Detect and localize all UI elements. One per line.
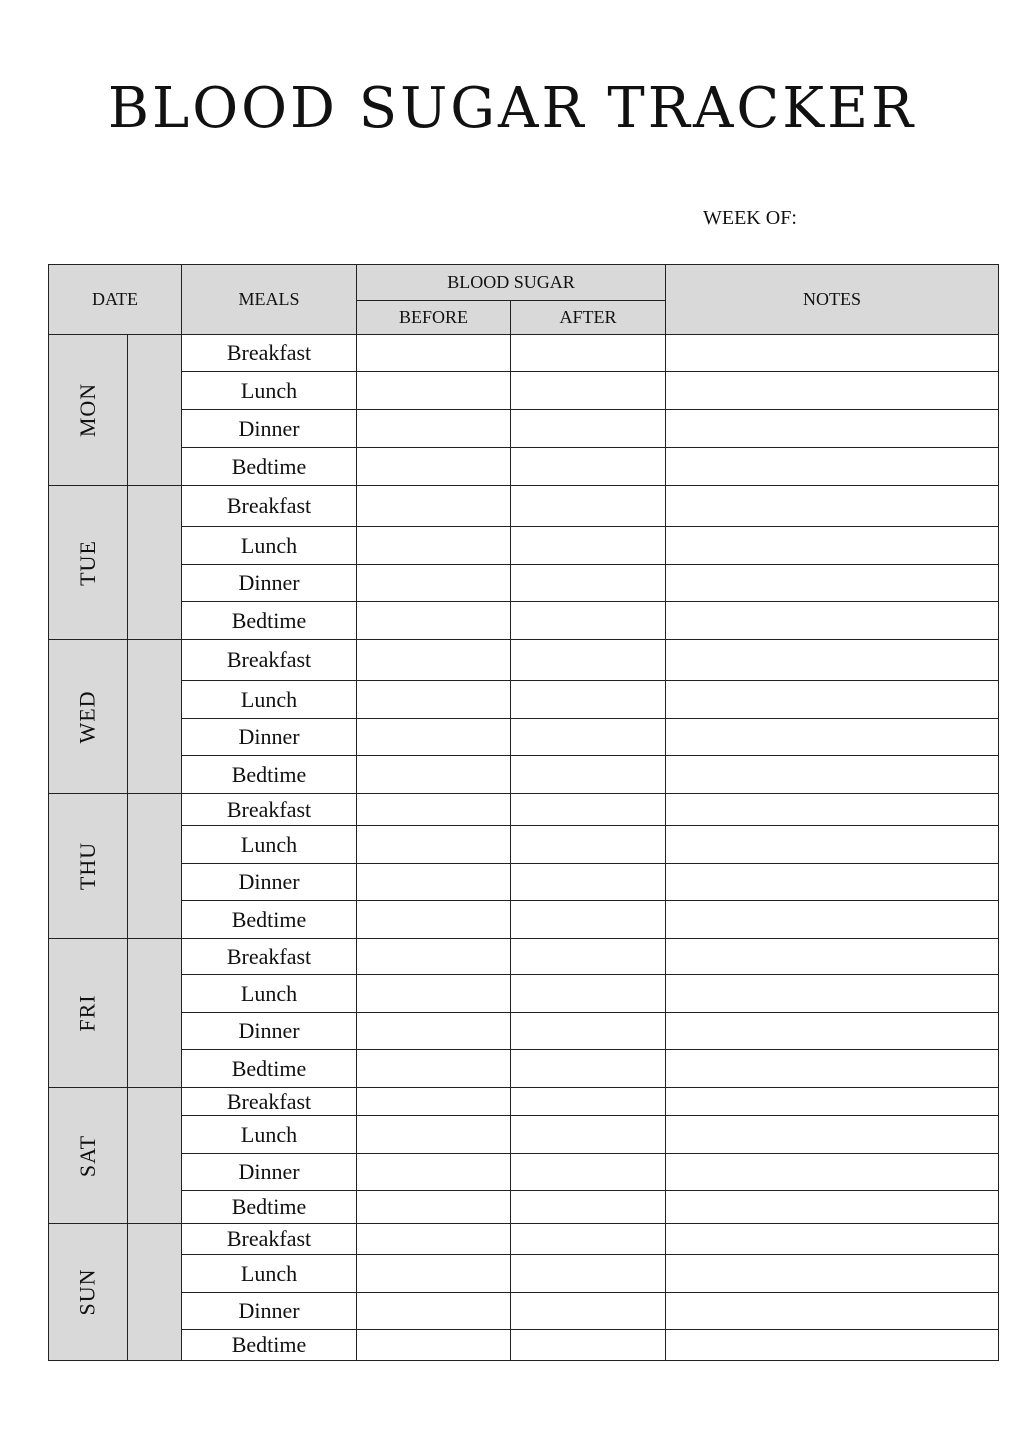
before-entry-cell[interactable] (357, 1088, 511, 1116)
notes-entry-cell[interactable] (666, 640, 999, 681)
notes-entry-cell[interactable] (666, 335, 999, 372)
before-entry-cell[interactable] (357, 681, 511, 719)
notes-entry-cell[interactable] (666, 681, 999, 719)
meal-label: Dinner (182, 1154, 357, 1191)
before-entry-cell[interactable] (357, 1293, 511, 1330)
day-cell-wed (49, 640, 128, 794)
before-entry-cell[interactable] (357, 448, 511, 486)
before-entry-cell[interactable] (357, 939, 511, 975)
before-entry-cell[interactable] (357, 565, 511, 602)
table-row (49, 1224, 999, 1255)
after-entry-cell[interactable] (511, 640, 666, 681)
notes-header: NOTES (666, 265, 999, 335)
meal-label: Lunch (182, 372, 357, 410)
before-entry-cell[interactable] (357, 794, 511, 826)
meal-label: Bedtime (182, 1191, 357, 1224)
before-entry-cell[interactable] (357, 1330, 511, 1361)
meal-label: Lunch (182, 1255, 357, 1293)
meal-label: Lunch (182, 826, 357, 864)
notes-entry-cell[interactable] (666, 1224, 999, 1255)
date-header: DATE (49, 265, 182, 335)
before-entry-cell[interactable] (357, 410, 511, 448)
after-entry-cell[interactable] (511, 448, 666, 486)
meal-label: Breakfast (182, 1224, 357, 1255)
table-row (49, 1088, 999, 1116)
meal-label: Dinner (182, 565, 357, 602)
table-row (49, 719, 999, 756)
before-entry-cell[interactable] (357, 335, 511, 372)
notes-entry-cell[interactable] (666, 1255, 999, 1293)
meal-label: Breakfast (182, 1088, 357, 1116)
after-entry-cell[interactable] (511, 1013, 666, 1050)
before-entry-cell[interactable] (357, 1154, 511, 1191)
before-entry-cell[interactable] (357, 372, 511, 410)
meal-label: Lunch (182, 975, 357, 1013)
meals-header: MEALS (182, 265, 357, 335)
day-cell-sun (49, 1224, 128, 1361)
meal-label: Bedtime (182, 756, 357, 794)
before-entry-cell[interactable] (357, 826, 511, 864)
notes-entry-cell[interactable] (666, 448, 999, 486)
table-row (49, 1330, 999, 1361)
notes-entry-cell[interactable] (666, 826, 999, 864)
before-entry-cell[interactable] (357, 864, 511, 901)
table-row (49, 826, 999, 864)
week-of-label: WEEK OF: (703, 207, 797, 229)
date-entry-box[interactable] (128, 794, 182, 939)
day-cell-fri (49, 939, 128, 1088)
before-entry-cell[interactable] (357, 756, 511, 794)
meal-label: Dinner (182, 410, 357, 448)
notes-entry-cell[interactable] (666, 719, 999, 756)
notes-entry-cell[interactable] (666, 794, 999, 826)
notes-entry-cell[interactable] (666, 939, 999, 975)
before-entry-cell[interactable] (357, 1255, 511, 1293)
notes-entry-cell[interactable] (666, 1154, 999, 1191)
table-row (49, 864, 999, 901)
notes-entry-cell[interactable] (666, 486, 999, 527)
before-entry-cell[interactable] (357, 486, 511, 527)
before-entry-cell[interactable] (357, 1050, 511, 1088)
tracker-body (49, 335, 999, 1361)
table-row (49, 527, 999, 565)
table-row (49, 372, 999, 410)
meal-label: Breakfast (182, 939, 357, 975)
table-row (49, 939, 999, 975)
meal-label: Dinner (182, 1293, 357, 1330)
table-row (49, 1116, 999, 1154)
date-entry-box[interactable] (128, 939, 182, 1088)
notes-entry-cell[interactable] (666, 1293, 999, 1330)
day-cell-mon (49, 335, 128, 486)
after-entry-cell[interactable] (511, 794, 666, 826)
table-row (49, 794, 999, 826)
after-entry-cell[interactable] (511, 410, 666, 448)
table-row (49, 975, 999, 1013)
after-entry-cell[interactable] (511, 1050, 666, 1088)
before-header: BEFORE (357, 301, 511, 335)
notes-entry-cell[interactable] (666, 1050, 999, 1088)
before-entry-cell[interactable] (357, 1013, 511, 1050)
page-title: BLOOD SUGAR TRACKER (107, 76, 917, 141)
meal-label: Breakfast (182, 794, 357, 826)
day-cell-sat (49, 1088, 128, 1224)
table-row (49, 486, 999, 527)
day-label: SUN (74, 1268, 100, 1316)
table-row (49, 602, 999, 640)
table-row (49, 335, 999, 372)
date-entry-box[interactable] (128, 1224, 182, 1361)
meal-label: Breakfast (182, 486, 357, 527)
table-row (49, 410, 999, 448)
day-label: MON (75, 382, 100, 438)
notes-entry-cell[interactable] (666, 602, 999, 640)
meal-label: Bedtime (182, 1330, 357, 1361)
after-entry-cell[interactable] (511, 1330, 666, 1361)
notes-entry-cell[interactable] (666, 756, 999, 794)
day-label: FRI (75, 994, 100, 1032)
after-entry-cell[interactable] (511, 1293, 666, 1330)
meal-label: Dinner (182, 719, 357, 756)
before-entry-cell[interactable] (357, 1191, 511, 1224)
table-row (49, 1013, 999, 1050)
date-entry-box[interactable] (128, 1088, 182, 1224)
day-label: TUE (74, 539, 100, 586)
notes-entry-cell[interactable] (666, 410, 999, 448)
meal-label: Lunch (182, 681, 357, 719)
notes-entry-cell[interactable] (666, 1013, 999, 1050)
date-entry-box[interactable] (128, 486, 182, 640)
before-entry-cell[interactable] (357, 602, 511, 640)
before-entry-cell[interactable] (357, 1224, 511, 1255)
notes-entry-cell[interactable] (666, 864, 999, 901)
table-row (49, 1050, 999, 1088)
table-row (49, 640, 999, 681)
notes-entry-cell[interactable] (666, 1330, 999, 1361)
after-entry-cell[interactable] (511, 602, 666, 640)
meal-label: Lunch (182, 527, 357, 565)
after-entry-cell[interactable] (511, 975, 666, 1013)
after-entry-cell[interactable] (511, 1154, 666, 1191)
before-entry-cell[interactable] (357, 640, 511, 681)
day-cell-tue (49, 486, 128, 640)
after-entry-cell[interactable] (511, 1116, 666, 1154)
day-label: WED (75, 689, 100, 744)
table-row (49, 756, 999, 794)
table-row (49, 565, 999, 602)
notes-entry-cell[interactable] (666, 565, 999, 602)
after-entry-cell[interactable] (511, 565, 666, 602)
after-header: AFTER (511, 301, 666, 335)
day-label: SAT (75, 1134, 100, 1177)
after-entry-cell[interactable] (511, 681, 666, 719)
after-entry-cell[interactable] (511, 335, 666, 372)
table-row (49, 901, 999, 939)
meal-label: Dinner (182, 864, 357, 901)
table-row (49, 681, 999, 719)
after-entry-cell[interactable] (511, 1224, 666, 1255)
after-entry-cell[interactable] (511, 372, 666, 410)
before-entry-cell[interactable] (357, 527, 511, 565)
after-entry-cell[interactable] (511, 901, 666, 939)
before-entry-cell[interactable] (357, 901, 511, 939)
after-entry-cell[interactable] (511, 527, 666, 565)
tracker-table (48, 264, 999, 1361)
after-entry-cell[interactable] (511, 864, 666, 901)
meal-label: Bedtime (182, 1050, 357, 1088)
notes-entry-cell[interactable] (666, 901, 999, 939)
meal-label: Breakfast (182, 640, 357, 681)
table-row (49, 1293, 999, 1330)
before-entry-cell[interactable] (357, 975, 511, 1013)
meal-label: Lunch (182, 1116, 357, 1154)
meal-label: Bedtime (182, 602, 357, 640)
notes-entry-cell[interactable] (666, 1088, 999, 1116)
after-entry-cell[interactable] (511, 1088, 666, 1116)
notes-entry-cell[interactable] (666, 1116, 999, 1154)
table-row (49, 1255, 999, 1293)
date-entry-box[interactable] (128, 335, 182, 486)
blood-sugar-header: BLOOD SUGAR (357, 265, 666, 301)
after-entry-cell[interactable] (511, 1191, 666, 1224)
after-entry-cell[interactable] (511, 1255, 666, 1293)
after-entry-cell[interactable] (511, 719, 666, 756)
before-entry-cell[interactable] (357, 719, 511, 756)
meal-label: Dinner (182, 1013, 357, 1050)
notes-entry-cell[interactable] (666, 527, 999, 565)
day-label: THU (75, 841, 100, 891)
notes-entry-cell[interactable] (666, 372, 999, 410)
notes-entry-cell[interactable] (666, 1191, 999, 1224)
date-entry-box[interactable] (128, 640, 182, 794)
before-entry-cell[interactable] (357, 1116, 511, 1154)
meal-label: Bedtime (182, 901, 357, 939)
notes-entry-cell[interactable] (666, 975, 999, 1013)
after-entry-cell[interactable] (511, 826, 666, 864)
after-entry-cell[interactable] (511, 486, 666, 527)
table-row (49, 448, 999, 486)
table-row (49, 1191, 999, 1224)
after-entry-cell[interactable] (511, 756, 666, 794)
day-cell-thu (49, 794, 128, 939)
meal-label: Bedtime (182, 448, 357, 486)
meal-label: Breakfast (182, 335, 357, 372)
after-entry-cell[interactable] (511, 939, 666, 975)
table-row (49, 1154, 999, 1191)
